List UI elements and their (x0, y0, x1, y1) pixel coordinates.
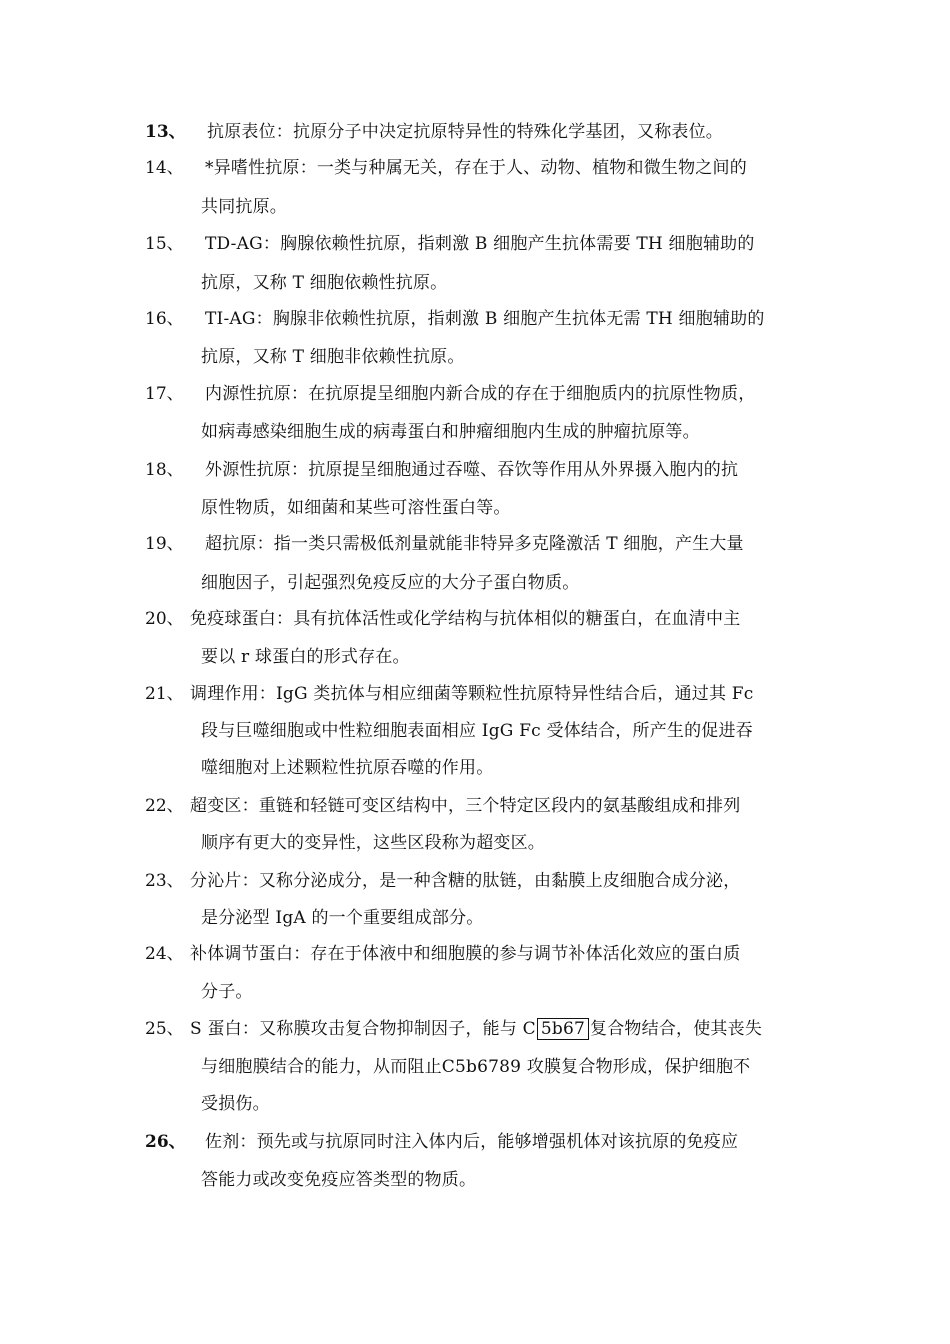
entry-text-line: 超抗原：指一类只需极低剂量就能非特异多克隆激活 T 细胞，产生大量 (205, 534, 744, 554)
entry-text-line: 原性物质，如细菌和某些可溶性蛋白等。 (201, 498, 511, 518)
entry-text-line (190, 1018, 762, 1040)
entry-text-line: 调理作用：IgG 类抗体与相应细菌等颗粒性抗原特异性结合后，通过其 Fc (190, 684, 754, 704)
entry-text-line: 共同抗原。 (201, 197, 287, 217)
entry-number: 13、 (145, 122, 186, 142)
entry-text-line: 噬细胞对上述颗粒性抗原吞噬的作用。 (201, 758, 494, 778)
entry-text-line: 内源性抗原：在抗原提呈细胞内新合成的存在于细胞质内的抗原性物质， (205, 384, 756, 404)
entry-text-line: 是分泌型 IgA 的一个重要组成部分。 (201, 908, 484, 928)
entry-number: 19、 (145, 534, 184, 554)
entry-text-line: *异嗜性抗原：一类与种属无关，存在于人、动物、植物和微生物之间的 (205, 158, 747, 178)
entry-number: 21、 (145, 684, 184, 704)
entry-text-line: 外源性抗原：抗原提呈细胞通过吞噬、吞饮等作用从外界摄入胞内的抗 (205, 460, 739, 480)
entry-text-line: 细胞因子，引起强烈免疫反应的大分子蛋白物质。 (201, 573, 580, 593)
entry-text-line: 抗原表位：抗原分子中决定抗原特异性的特殊化学基团，又称表位。 (207, 122, 723, 142)
entry-text-line: 超变区：重链和轻链可变区结构中，三个特定区段内的氨基酸组成和排列 (190, 796, 741, 816)
entry-text-line: 抗原，又称 T 细胞非依赖性抗原。 (201, 347, 465, 367)
entry-text-line: 补体调节蛋白：存在于体液中和细胞膜的参与调节补体活化效应的蛋白质 (190, 944, 741, 964)
entry-text-segment: 复合物结合，使其丧失 (590, 1019, 763, 1039)
entry-number: 16、 (145, 309, 184, 329)
entry-number: 25、 (145, 1019, 184, 1039)
entry-text-line: 抗原，又称 T 细胞依赖性抗原。 (201, 273, 448, 293)
entry-number: 18、 (145, 460, 184, 480)
entry-text-line: 分子。 (201, 982, 253, 1002)
entry-text-line: 要以 r 球蛋白的形式存在。 (201, 647, 410, 667)
entry-text-line: 受损伤。 (201, 1094, 270, 1114)
entry-number: 14、 (145, 158, 184, 178)
entry-text-line: 答能力或改变免疫应答类型的物质。 (201, 1170, 477, 1190)
boxed-term: 5b67 (537, 1018, 589, 1040)
entry-text-line: 佐剂：预先或与抗原同时注入体内后，能够增强机体对该抗原的免疫应 (205, 1132, 739, 1152)
entry-text-line: 与细胞膜结合的能力，从而阻止C5b6789 攻膜复合物形成，保护细胞不 (201, 1057, 751, 1077)
entry-number: 22、 (145, 796, 184, 816)
entry-number: 23、 (145, 871, 184, 891)
entry-text-line: 分沁片：又称分泌成分，是一种含糖的肽链，由黏膜上皮细胞合成分泌， (190, 871, 741, 891)
entry-text-line: 顺序有更大的变异性，这些区段称为超变区。 (201, 833, 545, 853)
entry-text-segment: S 蛋白：又称膜攻击复合物抑制因子，能与 C (190, 1019, 536, 1039)
entry-number: 20、 (145, 609, 184, 629)
entry-number: 26、 (145, 1132, 186, 1152)
entry-text-line: TD-AG：胸腺依赖性抗原，指刺激 B 细胞产生抗体需要 TH 细胞辅助的 (205, 234, 755, 254)
entry-number: 24、 (145, 944, 184, 964)
entry-text-line: 段与巨噬细胞或中性粒细胞表面相应 IgG Fc 受体结合，所产生的促进吞 (201, 721, 753, 741)
entry-number: 17、 (145, 384, 184, 404)
entry-text-line: 免疫球蛋白：具有抗体活性或化学结构与抗体相似的糖蛋白，在血清中主 (190, 609, 741, 629)
entry-text-line: 如病毒感染细胞生成的病毒蛋白和肿瘤细胞内生成的肿瘤抗原等。 (201, 422, 700, 442)
entry-text-line: TI-AG：胸腺非依赖性抗原，指刺激 B 细胞产生抗体无需 TH 细胞辅助的 (205, 309, 765, 329)
entry-number: 15、 (145, 234, 184, 254)
